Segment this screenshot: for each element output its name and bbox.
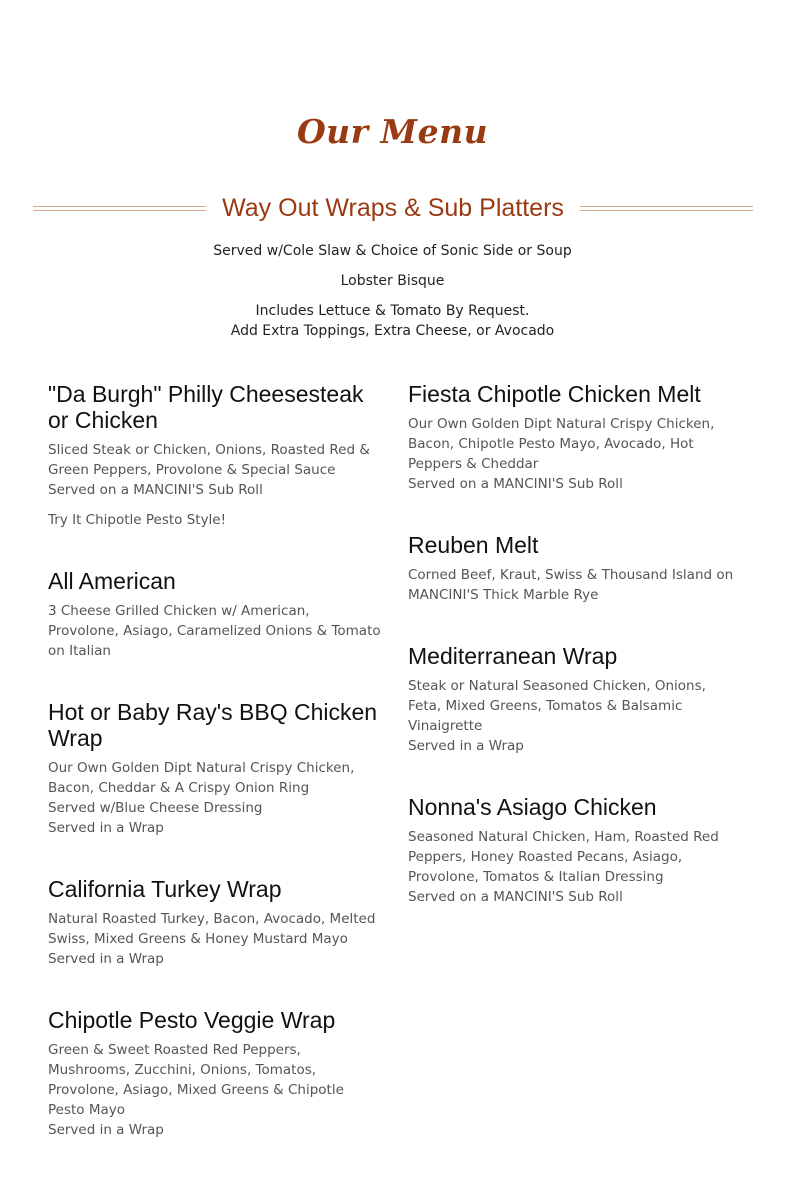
- intro-soup: Lobster Bisque: [340, 273, 445, 289]
- menu-item-description: [48, 909, 383, 969]
- description-line: Our Own Golden Dipt Natural Crispy Chicken, Bacon, Cheddar & A Crispy Onion Ring: [48, 760, 355, 796]
- menu-column-right: [408, 381, 743, 945]
- menu-item-description: [48, 1040, 383, 1140]
- menu-item-description: [48, 440, 383, 500]
- description-line: Sliced Steak or Chicken, Onions, Roasted Red & Green Peppers, Provolone & Special Sauce: [48, 442, 370, 478]
- description-line: Corned Beef, Kraut, Swiss & Thousand Island on MANCINI'S Thick Marble Rye: [408, 567, 734, 603]
- menu-item-description: [408, 827, 743, 907]
- menu-item-name: Nonna's Asiago Chicken: [408, 794, 657, 820]
- description-line: Served on a MANCINI'S Sub Roll: [48, 482, 263, 498]
- description-line: Served in a Wrap: [408, 738, 524, 754]
- menu-item-name: Reuben Melt: [408, 532, 539, 558]
- menu-item-name: Hot or Baby Ray's BBQ Chicken Wrap: [48, 699, 378, 751]
- description-line: 3 Cheese Grilled Chicken w/ American, Provolone, Asiago, Caramelized Onions & Tomato on Italian: [48, 603, 381, 659]
- intro-served-with: Served w/Cole Slaw & Choice of Sonic Side or Soup: [213, 243, 572, 259]
- menu-item: [48, 876, 383, 969]
- menu-item-name: All American: [48, 568, 176, 594]
- menu-item: [48, 568, 383, 661]
- menu-item: [48, 381, 383, 530]
- description-line: Seasoned Natural Chicken, Ham, Roasted Red Peppers, Honey Roasted Pecans, Asiago, Provolone, Tomatos & Italian Dressing: [408, 829, 719, 885]
- description-line: Green & Sweet Roasted Red Peppers, Mushrooms, Zucchini, Onions, Tomatos, Provolone, Asiago, Mixed Greens & Chipotle Pesto Mayo: [48, 1042, 344, 1118]
- menu-item-description: [48, 601, 383, 661]
- menu-item-description: [48, 758, 383, 838]
- section-title: Way Out Wraps & Sub Platters: [222, 193, 564, 222]
- menu-item-description: [408, 414, 743, 494]
- menu-item-name: Mediterranean Wrap: [408, 643, 618, 669]
- menu-item-description: [408, 565, 743, 605]
- menu-item: [408, 643, 743, 756]
- description-line: Served in a Wrap: [48, 820, 164, 836]
- menu-item-name: Chipotle Pesto Veggie Wrap: [48, 1007, 336, 1033]
- page-title: Our Menu: [296, 112, 489, 151]
- description-line: Natural Roasted Turkey, Bacon, Avocado, Melted Swiss, Mixed Greens & Honey Mustard Mayo: [48, 911, 376, 947]
- right-divider: [580, 206, 753, 211]
- description-line: Steak or Natural Seasoned Chicken, Onions, Feta, Mixed Greens, Tomatos & Balsamic Vinaigrette: [408, 678, 706, 734]
- menu-item-name: Fiesta Chipotle Chicken Melt: [408, 381, 701, 407]
- menu-item: [408, 532, 743, 605]
- left-divider: [33, 206, 206, 211]
- menu-column-left: [48, 381, 383, 1178]
- description-line: Served in a Wrap: [48, 951, 164, 967]
- description-line: Our Own Golden Dipt Natural Crispy Chicken, Bacon, Chipotle Pesto Mayo, Avocado, Hot Peppers & Cheddar: [408, 416, 715, 472]
- menu-item: [48, 1007, 383, 1140]
- intro-lettuce-tomato: Includes Lettuce & Tomato By Request.: [255, 303, 530, 319]
- intro-extra-toppings: Add Extra Toppings, Extra Cheese, or Avocado: [230, 323, 555, 339]
- menu-item: [408, 381, 743, 494]
- menu-item-description: [408, 676, 743, 756]
- menu-item: [408, 794, 743, 907]
- description-line: Served w/Blue Cheese Dressing: [48, 800, 263, 816]
- description-line: Served on a MANCINI'S Sub Roll: [408, 889, 623, 905]
- menu-item-name: California Turkey Wrap: [48, 876, 282, 902]
- section-header: [33, 188, 753, 228]
- menu-item-note: Try It Chipotle Pesto Style!: [48, 512, 227, 528]
- menu-item-name: "Da Burgh" Philly Cheesesteak or Chicken: [48, 381, 364, 433]
- description-line: Served in a Wrap: [48, 1122, 164, 1138]
- menu-item: [48, 699, 383, 838]
- description-line: Served on a MANCINI'S Sub Roll: [408, 476, 623, 492]
